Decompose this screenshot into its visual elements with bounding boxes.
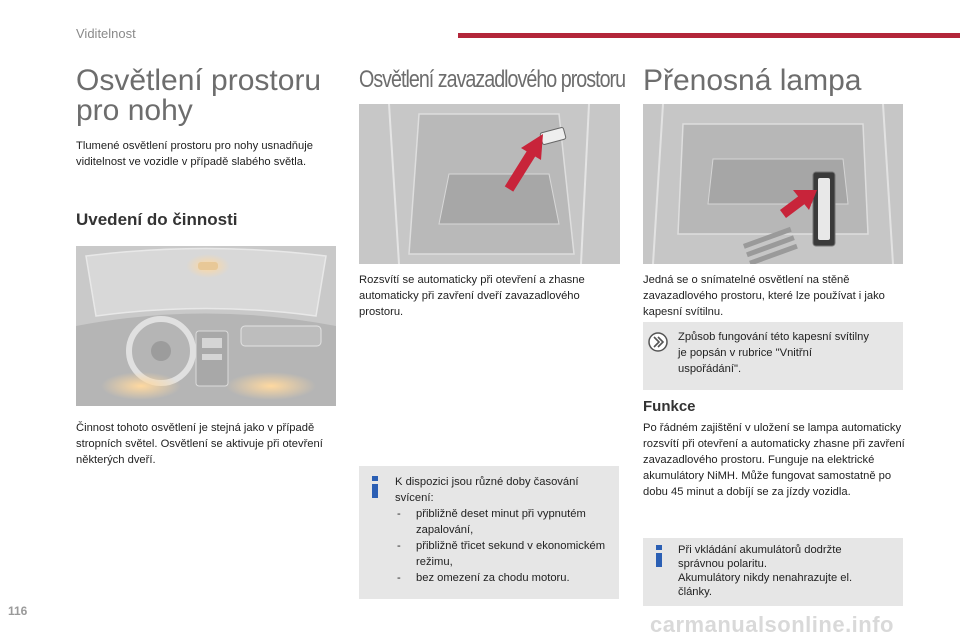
dashboard-illustration — [76, 246, 336, 406]
timing-list — [395, 506, 613, 586]
timing-item: - přibližně deset minut při vypnutém zapalování, — [395, 506, 613, 538]
function-subtitle: Funkce — [643, 398, 696, 415]
info-icon — [654, 545, 664, 567]
battery-info-box — [643, 538, 903, 606]
boot-light-illustration — [359, 104, 620, 264]
function-body: Po řádném zajištění v uložení se lampa automaticky rozsvítí při otevření a automaticky zhasne při zavření zavazadlového prostoru. Funguje na elektrické akumulátory NiMH. Může fungovat samostatně po dobu 45 minut a dobíjí se za jízdy vozidla. — [643, 422, 905, 498]
dashboard-drawing — [76, 246, 336, 406]
info-icon — [370, 476, 380, 498]
section-label: Viditelnost — [76, 26, 136, 41]
timing-item: - přibližně třicet sekund v ekonomickém režimu, — [395, 538, 613, 570]
portable-lamp-illustration — [643, 104, 903, 264]
reference-note-box — [643, 322, 903, 390]
boot-light-body: Rozsvítí se automaticky při otevření a zhasne automaticky při zavření dveří zavazadlového prostoru. — [359, 274, 585, 318]
header-accent-bar — [458, 33, 960, 38]
footwell-title-line1: Osvětlení prostoru — [76, 64, 322, 97]
footwell-title — [76, 66, 346, 126]
timing-info-box — [359, 466, 619, 599]
activation-body: Činnost tohoto osvětlení je stejná jako v případě stropních světel. Osvětlení se aktivuje při otevření některých dveří. — [76, 422, 323, 466]
timing-info-intro: K dispozici jsou různé doby časování svícení: — [395, 476, 579, 504]
reference-note: Způsob fungování této kapesní svítilny je popsán v rubrice "Vnitřní uspořádání". — [678, 331, 869, 375]
battery-info-line1: Při vkládání akumulátorů dodržte správnou polaritu. — [678, 544, 842, 570]
chevron-right-icon — [648, 332, 668, 352]
boot-light-title: Osvětlení zavazadlového prostoru — [359, 66, 626, 93]
portable-lamp-body: Jedná se o snímatelné osvětlení na stěně zavazadlového prostoru, které lze používat i jako kapesní svítilnu. — [643, 274, 885, 318]
page-number: 116 — [8, 604, 28, 618]
lamp-drawing — [643, 104, 903, 264]
footwell-title-line2: pro nohy — [76, 94, 193, 127]
watermark-text: carmanualsonline.info — [650, 612, 894, 637]
battery-info-line2: Akumulátory nikdy nenahrazujte el. články. — [678, 572, 853, 598]
boot-drawing — [359, 104, 620, 264]
portable-lamp-title: Přenosná lampa — [643, 64, 862, 97]
timing-item: - bez omezení za chodu motoru. — [395, 570, 613, 586]
activation-subtitle: Uvedení do činnosti — [76, 210, 238, 229]
footwell-intro: Tlumené osvětlení prostoru pro nohy usnadňuje viditelnost ve vozidle v případě slabého světla. — [76, 140, 313, 168]
